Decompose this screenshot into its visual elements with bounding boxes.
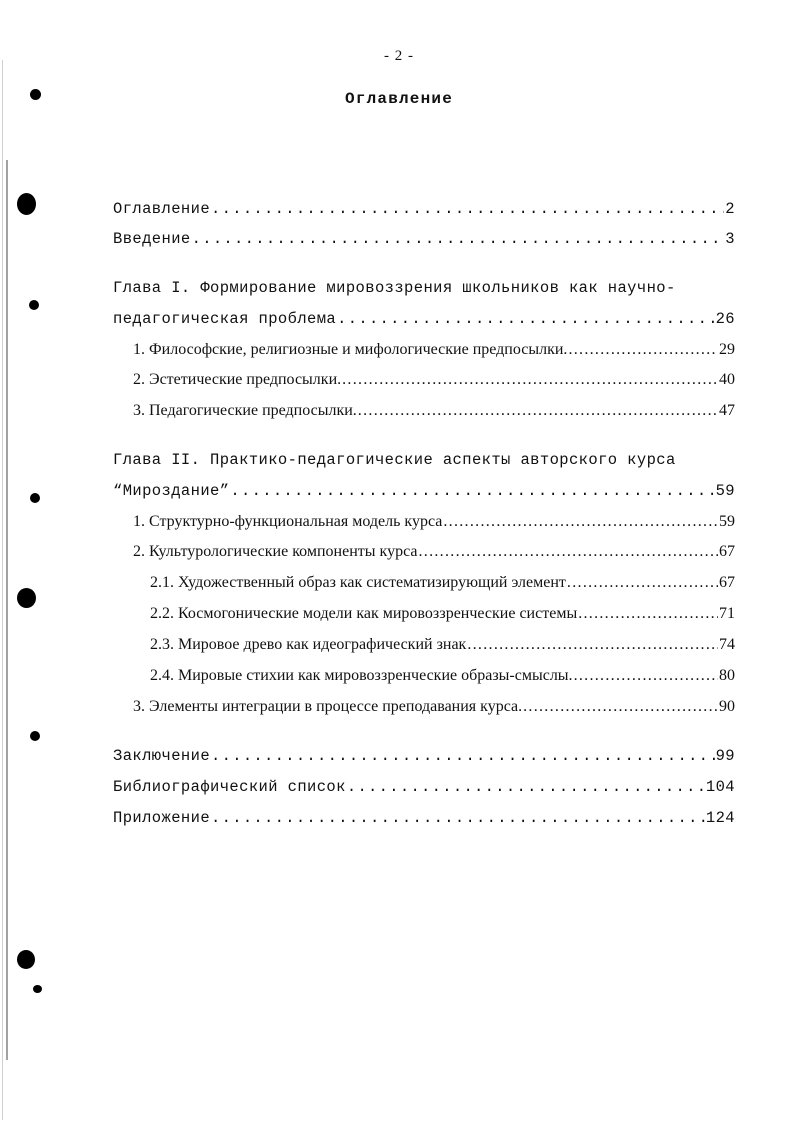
toc-section-entry[interactable] — [133, 539, 735, 565]
toc-section-entry[interactable] — [133, 694, 735, 720]
toc-entry-page: 90 — [719, 698, 735, 715]
toc-section-entry[interactable] — [133, 367, 735, 393]
toc-entry[interactable] — [113, 774, 735, 800]
toc-entry-label: Библиографический список — [113, 778, 346, 796]
toc-dot-leader — [337, 306, 714, 332]
toc-entry-label: 2.2. Космогонические модели как мировоззренческие системы — [150, 605, 578, 622]
toc-entry-label: 3. Элементы интеграции в процессе преподавания курса. — [133, 698, 523, 715]
toc-entry-label: 2.4. Мировые стихии как мировоззренческие образы-смыслы. — [150, 667, 573, 684]
punch-hole-mark — [17, 588, 36, 608]
punch-hole-mark — [17, 193, 36, 215]
punch-hole-mark — [30, 731, 40, 741]
toc-entry-label: Введение — [113, 230, 191, 248]
toc-entry-page: 3 — [725, 230, 735, 248]
toc-entry-page: 99 — [715, 747, 735, 765]
toc-dot-leader — [467, 632, 718, 658]
page-title: Оглавление — [344, 90, 453, 108]
toc-entry[interactable] — [113, 478, 735, 504]
punch-hole-mark — [33, 985, 42, 993]
toc-subsection-entry[interactable] — [150, 663, 735, 689]
toc-entry-page: 71 — [719, 605, 735, 622]
toc-section-entry[interactable] — [133, 398, 735, 424]
toc-entry-label: Оглавление — [113, 200, 211, 218]
toc-dot-leader — [230, 478, 714, 504]
page-number: - 2 - — [384, 48, 414, 64]
toc-dot-leader — [342, 367, 718, 393]
toc-entry-page: 104 — [705, 778, 735, 796]
toc-entry-page: 59 — [715, 482, 735, 500]
toc-entry[interactable] — [113, 196, 735, 222]
toc-entry[interactable] — [113, 306, 735, 332]
toc-dot-leader — [574, 663, 718, 689]
toc-entry-page: 47 — [719, 402, 735, 419]
toc-entry[interactable] — [113, 226, 735, 252]
toc-entry-page: 124 — [705, 809, 735, 827]
toc-dot-leader — [211, 743, 715, 769]
toc-section-entry[interactable] — [133, 337, 735, 363]
toc-subsection-entry[interactable] — [150, 632, 735, 658]
toc-subsection-entry[interactable] — [150, 570, 735, 596]
toc-entry-label: 1. Структурно-функциональная модель курса — [133, 513, 443, 530]
toc-chapter-title[interactable]: Глава I. Формирование мировоззрения школьников как научно- — [113, 279, 676, 297]
toc-dot-leader — [568, 337, 718, 363]
toc-entry-page: 29 — [719, 341, 735, 358]
toc-dot-leader — [211, 805, 705, 831]
toc-entry-label: 3. Педагогические предпосылки. — [133, 402, 357, 419]
toc-entry-label: “Мироздание” — [113, 482, 230, 500]
scan-binding-edge — [0, 0, 14, 1129]
toc-dot-leader — [192, 226, 725, 252]
punch-hole-mark — [29, 300, 39, 310]
toc-dot-leader — [358, 398, 718, 424]
punch-hole-mark — [30, 493, 40, 503]
toc-entry-page: 67 — [719, 574, 735, 591]
toc-entry-label: 2. Эстетические предпосылки. — [133, 371, 342, 388]
toc-dot-leader — [347, 774, 705, 800]
toc-entry-page: 59 — [719, 513, 735, 530]
toc-subsection-entry[interactable] — [150, 601, 735, 627]
punch-hole-mark — [17, 950, 35, 969]
toc-entry[interactable] — [113, 743, 735, 769]
toc-entry-label: педагогическая проблема — [113, 310, 337, 328]
toc-dot-leader — [567, 570, 718, 596]
toc-dot-leader — [418, 539, 718, 565]
toc-entry-label: 2.3. Мировое древо как идеографический знак — [150, 636, 467, 653]
toc-dot-leader — [211, 196, 724, 222]
toc-dot-leader — [523, 694, 718, 720]
scan-edge-line — [2, 60, 3, 1120]
toc-dot-leader — [578, 601, 718, 627]
toc-entry-page: 74 — [719, 636, 735, 653]
toc-entry-label: 2. Культурологические компоненты курса — [133, 543, 418, 560]
toc-entry-page: 40 — [719, 371, 735, 388]
toc-entry-label: Приложение — [113, 809, 211, 827]
toc-section-entry[interactable] — [133, 509, 735, 535]
toc-entry-label: 1. Философские, религиозные и мифологические предпосылки. — [133, 341, 568, 358]
scan-edge-line — [6, 160, 8, 1060]
toc-entry-page: 80 — [719, 667, 735, 684]
toc-entry-page: 26 — [715, 310, 735, 328]
toc-entry[interactable] — [113, 805, 735, 831]
toc-entry-page: 67 — [719, 543, 735, 560]
toc-dot-leader — [443, 509, 718, 535]
toc-chapter-title[interactable]: Глава II. Практико-педагогические аспекты авторского курса — [113, 451, 676, 469]
toc-entry-label: 2.1. Художественный образ как систематизирующий элемент — [150, 574, 566, 591]
toc-entry-page: 2 — [725, 200, 735, 218]
toc-entry-label: Заключение — [113, 747, 211, 765]
